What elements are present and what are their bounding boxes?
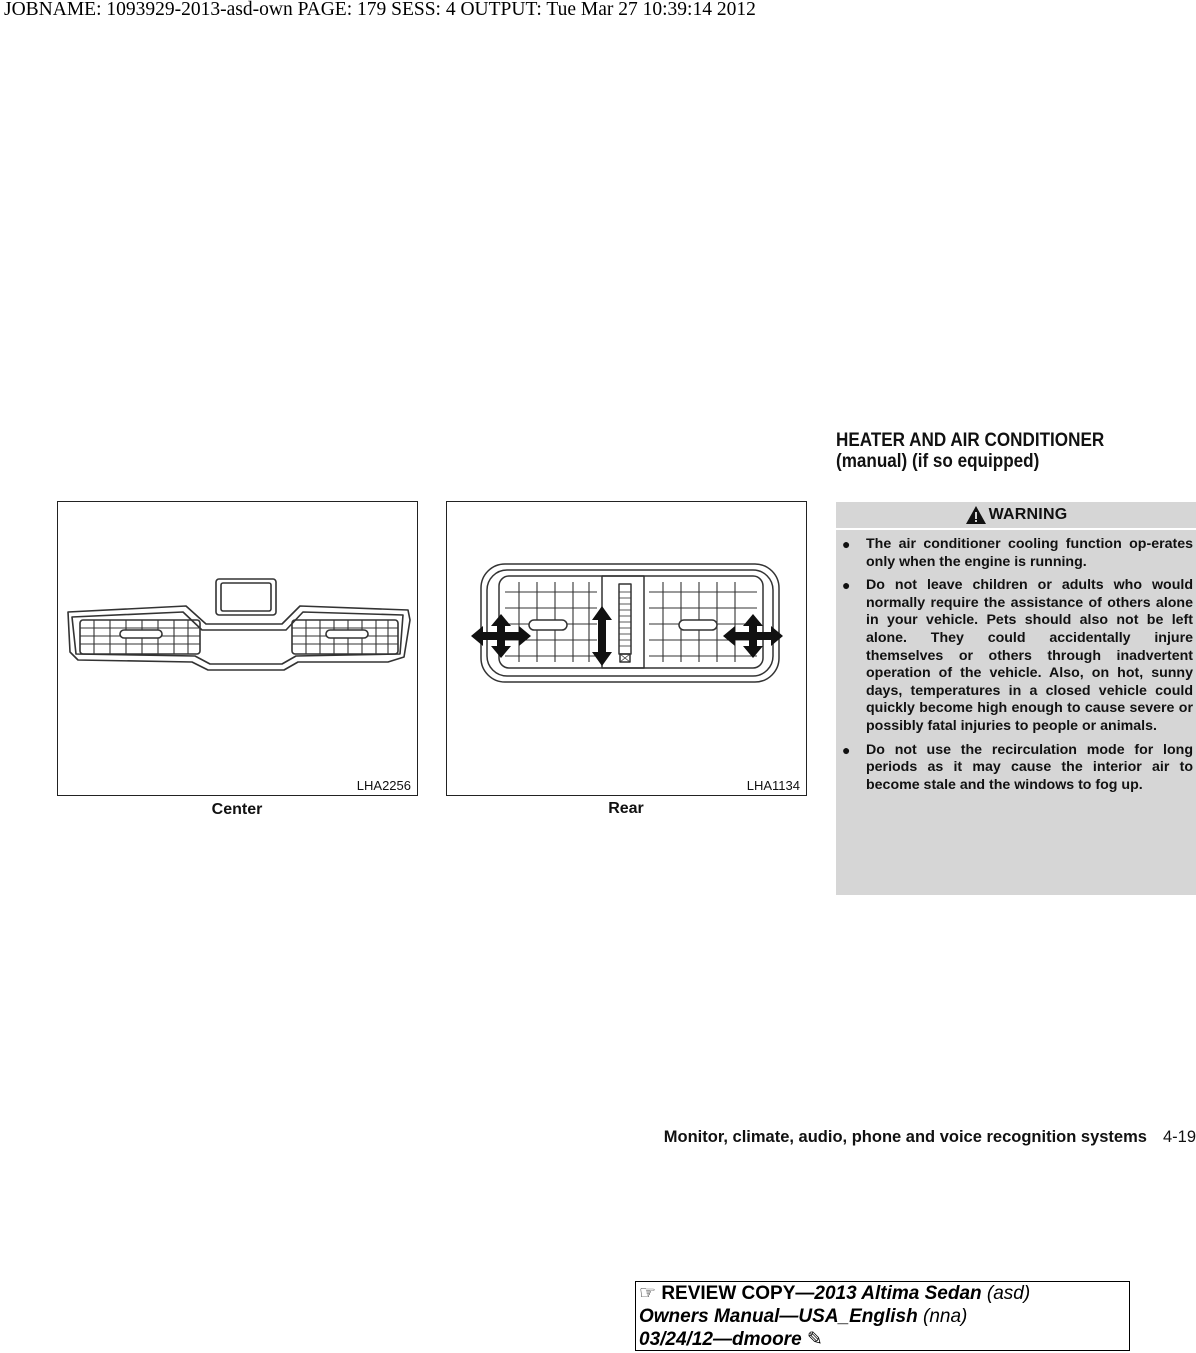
center-vent-illustration (58, 502, 417, 795)
center-vent-figure (57, 501, 418, 796)
review-copy-box (635, 1281, 1130, 1351)
warning-heading: WARNING (988, 506, 1068, 523)
warning-header (836, 502, 1196, 528)
figure-code: LHA1134 (746, 778, 800, 793)
warning-list (836, 530, 1196, 794)
rear-vent-illustration (447, 502, 806, 795)
section-title (836, 430, 1160, 472)
warning-item: ● The air conditioner cooling function op-erates only when the engine is running. (842, 536, 1193, 570)
center-figure-caption: Center (211, 801, 263, 818)
section-title-line2: (manual) (if so equipped) (836, 451, 1040, 472)
warning-item: ● Do not use the recirculation mode for long periods as it may cause the interior air to become stale and the windows to fog up. (842, 741, 1193, 793)
warning-item: ● Do not leave children or adults who would normally require the assistance of others alone in your vehicle. Pets should also not be left alone. They could accidentally injure themselves or others through inadvertent operation of the vehicle. Also, on hot, sunny days, temperatures in a closed vehicle could quickly become high enough to cause severe or possibly fatal injuries to people or animals. (842, 577, 1193, 734)
rear-vent-figure (446, 501, 807, 796)
warning-box (836, 502, 1196, 895)
bullet-icon: ● (842, 577, 851, 594)
pointer-icon: ☞ (639, 1283, 657, 1304)
page-number: 4-19 (1162, 1128, 1196, 1146)
rear-figure-caption: Rear (608, 800, 644, 817)
bullet-icon: ● (842, 536, 851, 552)
review-line-2: Owners Manual—USA_English (nna) (639, 1306, 968, 1327)
review-line-1: ☞ REVIEW COPY—2013 Altima Sedan (asd) (639, 1283, 1031, 1304)
review-line-3: 03/24/12—dmoore ✎ (639, 1329, 823, 1350)
page-footer (636, 1127, 1196, 1147)
section-title-line1: HEATER AND AIR CONDITIONER (836, 430, 1105, 451)
figure-code: LHA2256 (356, 778, 411, 793)
warning-triangle-icon (965, 505, 987, 525)
pencil-icon: ✎ (806, 1329, 823, 1350)
job-line: JOBNAME: 1093929-2013-asd-own PAGE: 179 SESS: 4 OUTPUT: Tue Mar 27 10:39:14 2012 (4, 0, 756, 20)
footer-section-name: Monitor, climate, audio, phone and voice recognition systems (663, 1128, 1147, 1146)
bullet-icon: ● (842, 741, 851, 758)
